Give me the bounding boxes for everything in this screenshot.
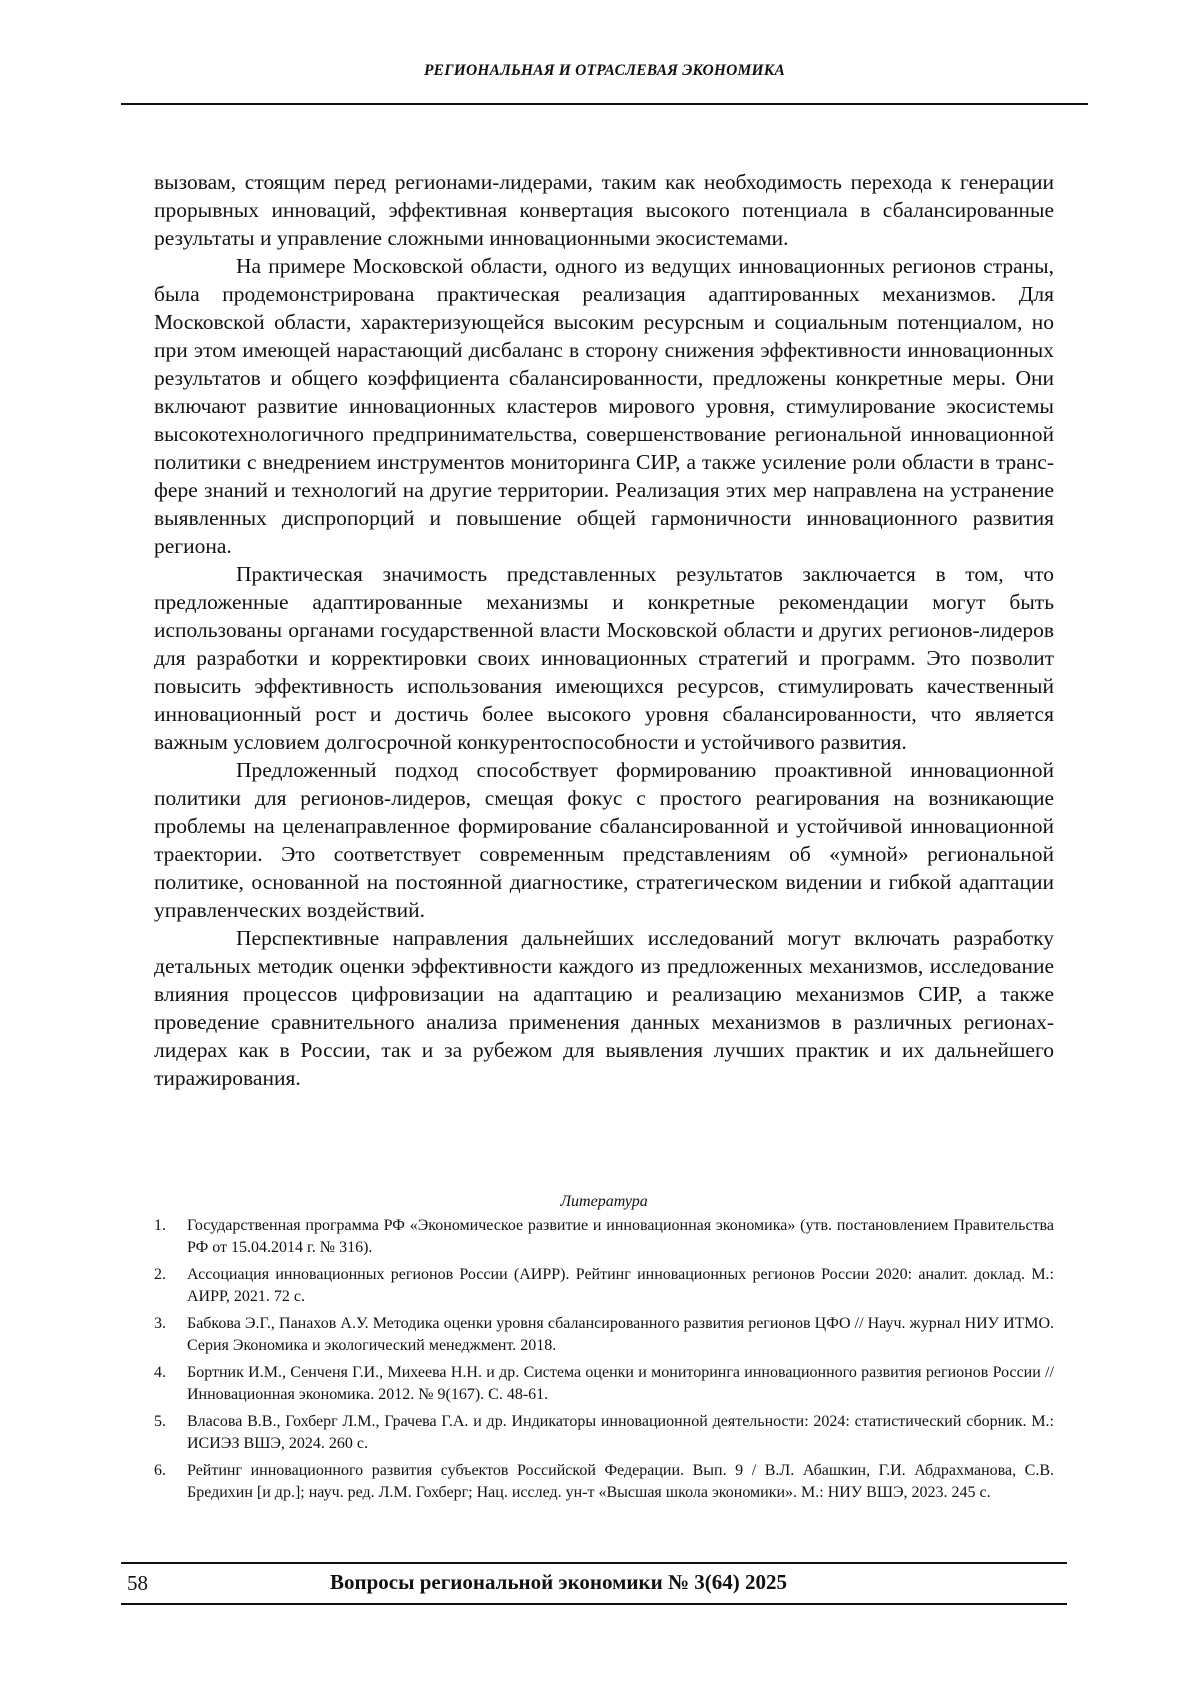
reference-text: Бортник И.М., Сенченя Г.И., Михеева Н.Н. и др. Система оценки и мониторинга инновационного развития регионов России // Инновационная экономика. 2012. № 9(167). С. 48-61. (187, 1364, 1054, 1403)
reference-number: 4. (154, 1364, 166, 1381)
running-header: РЕГИОНАЛЬНАЯ И ОТРАСЛЕВАЯ ЭКОНОМИКА (423, 62, 786, 79)
reference-number: 6. (154, 1462, 166, 1479)
reference-number: 3. (154, 1315, 166, 1332)
reference-text: Рейтинг инновационного развития субъектов Российской Федерации. Вып. 9 / В.Л. Абашкин, Г.И. Абдрахманова, С.В. Бредихин [и др.]; науч. ред. Л.М. Гохберг; Нац. исслед. ун-т «Высшая школа экономики». М.: НИУ ВШЭ, 2023. 245 с. (187, 1462, 1054, 1501)
reference-text: Власова В.В., Гохберг Л.М., Грачева Г.А. и др. Индикаторы инновационной деятельности: 2024: статистический сборник. М.: ИСИЭЗ ВШЭ, 2024. 260 с. (187, 1413, 1054, 1452)
body-paragraph: На примере Московской области, одного из ведущих инновационных регионов страны, была продемонстрирована практическая реализация адаптированных механизмов. Для Московской области, характеризующейся высоким ресурсным и социальным потенциалом, но при этом имеющей нарастающий дисбаланс в сторону снижения эффективности инновационных результатов и общего коэффициента сбалансированности, предложены конкретные меры. Они включают развитие инновационных кластеров мирового уровня, стимулирование экосистемы высокотехнологичного предпринимательства, совершенствование региональной инновационной политики с внедрением инструментов мониторинга СИР, а также усиление роли области в трансфере знаний и технологий на другие территории. Реализация этих мер направлена на устранение выявленных диспропорций и повышение общей гармоничности инновационного развития региона. (154, 254, 1054, 558)
reference-item (154, 1264, 1054, 1307)
reference-number: 5. (154, 1413, 166, 1430)
reference-item (154, 1460, 1054, 1503)
reference-text: Бабкова Э.Г., Панахов А.У. Методика оценки уровня сбалансированного развития регионов ЦФО // Науч. журнал НИУ ИТМО. Серия Экономика и экологический менеджмент. 2018. (187, 1315, 1054, 1354)
body-paragraph: Практическая значимость представленных результатов заключается в том, что предложенные адаптированные механизмы и конкретные рекомендации могут быть использованы органами государственной власти Московской области и других регионов-лидеров для разработки и корректировки своих инновационных стратегий и программ. Это позволит повысить эффективность использования имеющихся ресурсов, стимулировать качественный инновационный рост и достичь более высокого уровня сбалансированности, что является важным условием долгосрочной конкурентоспособности и устойчивого развития. (154, 562, 1054, 754)
journal-title: Вопросы региональной экономики № 3(64) 2025 (330, 1570, 788, 1594)
footer-rule-top (121, 1562, 1067, 1564)
reference-number: 2. (154, 1266, 166, 1283)
reference-item (154, 1313, 1054, 1356)
page-number: 58 (127, 1571, 148, 1595)
article-body (154, 168, 1054, 1092)
reference-item (154, 1411, 1054, 1454)
body-paragraph: вызовам, стоящим перед регионами-лидерами, таким как необходимость перехода к генерации прорывных инноваций, эффективная конвертация высокого потенциала в сбалансированные результаты и управление сложными инновационными экосистемами. (154, 170, 1054, 250)
footer-rule-bottom (121, 1603, 1067, 1605)
reference-number: 1. (154, 1217, 166, 1234)
reference-text: Государственная программа РФ «Экономическое развитие и инновационная экономика» (утв. постановлением Правительства РФ от 15.04.2014 г. № 316). (187, 1217, 1054, 1256)
header-rule (121, 103, 1088, 105)
reference-item (154, 1215, 1054, 1258)
reference-text: Ассоциация инновационных регионов России (АИРР). Рейтинг инновационных регионов России 2020: аналит. доклад. М.: АИРР, 2021. 72 с. (187, 1266, 1054, 1305)
reference-item (154, 1362, 1054, 1405)
references-heading: Литература (560, 1193, 648, 1210)
body-paragraph: Перспективные направления дальнейших исследований могут включать разработку детальных методик оценки эффективности каждого из предложенных механизмов, исследование влияния процессов цифровизации на адаптацию и реализацию механизмов СИР, а также проведение сравнительного анализа применения данных механизмов в различных регионах-лидерах как в России, так и за рубежом для выявления лучших практик и их дальнейшего тиражирования. (154, 926, 1054, 1090)
body-paragraph: Предложенный подход способствует формированию проактивной инновационной политики для регионов-лидеров, смещая фокус с простого реагирования на возникающие проблемы на целенаправленное формирование сбалансированной и устойчивой инновационной траектории. Это соответствует современным представлениям об «умной» региональной политике, основанной на постоянной диагностике, стратегическом видении и гибкой адаптации управленческих воздействий. (154, 758, 1054, 922)
references-list (154, 1215, 1054, 1509)
